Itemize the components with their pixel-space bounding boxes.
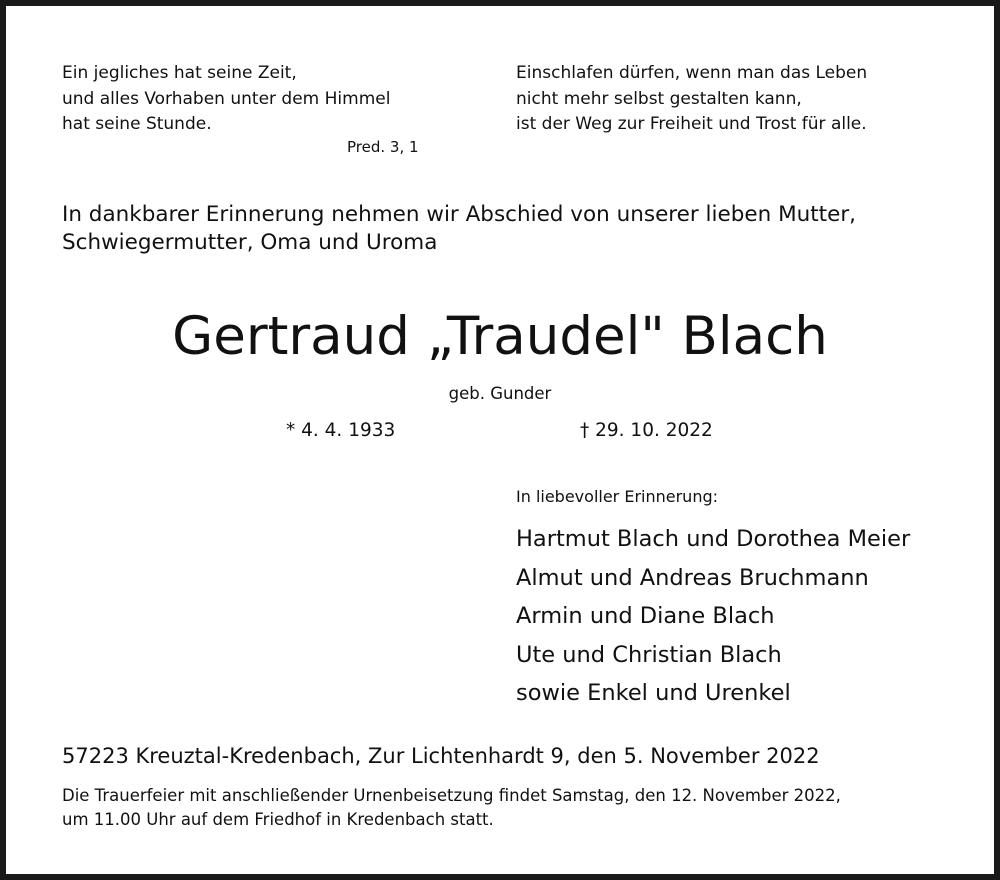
intro-line: In dankbarer Erinnerung nehmen wir Abschied von unserer lieben Mutter, (62, 202, 857, 227)
verse-right (516, 61, 867, 138)
mourner-name: sowie Enkel und Urenkel (516, 680, 791, 706)
deceased-name: Gertraud „Traudel" Blach (172, 306, 828, 367)
mourner-name: Ute und Christian Blach (516, 641, 782, 668)
verse-left-line: Ein jegliches hat seine Zeit, (62, 63, 297, 83)
verse-right-line: nicht mehr selbst gestalten kann, (516, 88, 802, 109)
maiden-name: geb. Gunder (448, 384, 552, 403)
verse-left-line: und alles Vorhaben unter dem Himmel (62, 88, 391, 109)
intro-line: Schwiegermutter, Oma und Uroma (62, 230, 438, 255)
birth-date: * 4. 4. 1933 (286, 420, 396, 441)
mourner-name: Hartmut Blach und Dorothea Meier (516, 526, 911, 552)
verse-left-line: hat seine Stunde. (62, 114, 212, 134)
mourner-name: Almut und Andreas Bruchmann (516, 564, 869, 591)
mourners-list (516, 520, 910, 713)
funeral-info (62, 784, 841, 832)
intro-text (62, 201, 942, 257)
funeral-line: Die Trauerfeier mit anschließender Urnenbeisetzung findet Samstag, den 12. November 2022, (62, 786, 841, 805)
mourners-label: In liebevoller Erinnerung: (516, 487, 718, 506)
verse-source: Pred. 3, 1 (347, 138, 419, 156)
verse-left (62, 61, 390, 138)
place-date: 57223 Kreuztal-Kredenbach, Zur Lichtenhardt 9, den 5. November 2022 (62, 744, 820, 768)
verse-right-line: ist der Weg zur Freiheit und Trost für alle. (516, 114, 867, 134)
death-date: † 29. 10. 2022 (580, 420, 713, 441)
mourner-name: Armin und Diane Blach (516, 603, 775, 629)
funeral-line: um 11.00 Uhr auf dem Friedhof in Kredenbach statt. (62, 810, 494, 829)
verse-right-line: Einschlafen dürfen, wenn man das Leben (516, 63, 868, 83)
